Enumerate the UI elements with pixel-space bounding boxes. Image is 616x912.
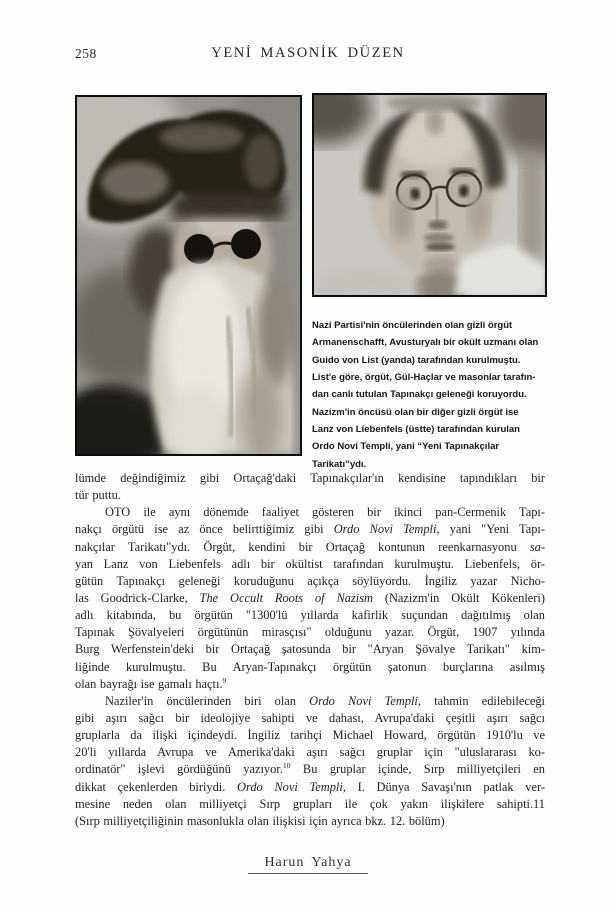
body-line: adlı kitabında, bu örgütün "1300'lü yıllarda kafirlik suçundan dağıtılmış olan bbox=[75, 608, 545, 623]
body-line: (Sırp milliyetçiliğinin masonlukla olan ilişkisi için ayrıca bkz. 12. bölüm) bbox=[75, 813, 445, 828]
caption-line: Nazi Partisi'nin öncülerinden olan gizli örgüt bbox=[312, 320, 513, 331]
body-line: mesine neden olan milliyetçi Sırp grupları ile çok yakın ilişkilere sahipti.11 bbox=[75, 796, 545, 811]
body-line: olan bayrağı ise gamalı haçtı.$^9$ bbox=[75, 675, 227, 691]
body-line: Burg Werfenstein'deki bir Ortaçağ şatosunda bir "Aryan Şövalye Tarikatı" kim- bbox=[75, 642, 545, 657]
body-line: Naziler'in öncülerinden biri olan Ordo Novi Templi, tahmin edilebileceği bbox=[105, 693, 545, 708]
photo-caption bbox=[312, 317, 562, 473]
body-line: nakçılar Tarikatı"ydı. Örgüt, kendini bir Ortaçağ kontunun reenkarnasyonu sa- bbox=[75, 539, 545, 554]
page-header-title: YENİ MASONİK DÜZEN bbox=[211, 45, 405, 61]
body-line: OTO ile aynı dönemde faaliyet gösteren bir ikinci pan-Cermenik Tapı- bbox=[105, 505, 545, 520]
guido-von-list-portrait-image bbox=[77, 97, 300, 454]
footer-author: Harun Yahya bbox=[248, 855, 367, 874]
caption-line: Ordo Novi Templi, yani “Yeni Tapınakçılar bbox=[312, 441, 500, 453]
body-line: liğinde kurulmuştu. Bu Aryan-Tapınakçı örgütün şatonun burçlarına asılmış bbox=[75, 659, 545, 674]
body-line: gruplarla da ilişki içindeydi. İngiliz tarihçi Michael Howard, örgütün 1910'lu ve bbox=[75, 728, 545, 743]
body-line: 20'li yıllarda Avrupa ve Amerika'daki aşırı sağcı gruplar için "uluslararası ko- bbox=[75, 745, 545, 760]
body-line: gütün Tapınakçı geleneği koruduğunu açıkça söylüyordu. İngiliz yazar Nicho- bbox=[75, 573, 545, 588]
body-line: dikkat çekenlerden biriydi. Ordo Novi Templi, I. Dünya Savaşı'nın patlak ver- bbox=[75, 779, 545, 794]
body-line: nakçı örgütü ise az önce belirttiğimiz gibi Ordo Novi Templi, yani "Yeni Tapı- bbox=[75, 522, 545, 537]
caption-line: Guido von List (yanda) tarafından kurulmuştu. bbox=[312, 354, 521, 366]
body-text bbox=[75, 470, 545, 830]
photo-lanz-von-liebenfels bbox=[312, 93, 547, 297]
body-line: gibi aşırı sağcı bir ideolojiye sahipti ve dahası, Avrupa'daki çeşitli aşırı sağcı bbox=[75, 710, 545, 725]
caption-line: Armanenschafft, Avusturyalı bir okült uzmanı olan bbox=[312, 337, 539, 349]
body-line: yan Lanz von Liebenfels adlı bir okültist tarafından kurulmuştu. Liebenfels, ör- bbox=[75, 556, 545, 571]
caption-line: List'e göre, örgüt, Gül-Haçlar ve masonlar tarafın- bbox=[312, 372, 536, 384]
page-number: 258 bbox=[75, 46, 97, 61]
caption-line: dan canlı tutulan Tapınakçı geleneği koruyordu. bbox=[312, 389, 527, 401]
photo-guido-von-list bbox=[75, 95, 302, 456]
page-footer bbox=[0, 853, 616, 874]
body-line: tür puttu. bbox=[75, 488, 121, 503]
caption-line: Lanz von Liebenfels (üstte) tarafından kurulan bbox=[312, 424, 520, 436]
lanz-von-liebenfels-portrait-image bbox=[314, 95, 545, 295]
body-line: las Goodrick-Clarke, The Occult Roots of Nazism (Nazizm'in Okült Kökenleri) bbox=[75, 590, 545, 605]
caption-line: Tarikatı”ydı. bbox=[312, 458, 367, 470]
body-line: lümde değindiğimiz gibi Ortaçağ'daki Tapınakçılar'ın kendisine tapındıkları bir bbox=[75, 471, 545, 485]
body-line: Tapınak Şövalyeleri örgütünün mirasçısı" olduğunu yazar. Örgüt, 1907 yılında bbox=[75, 625, 545, 640]
caption-line: Nazizm'in öncüsü olan bir diğer gizli örgüt ise bbox=[312, 406, 519, 418]
body-line: ordinatör" işlevi gördüğünü yazıyor.$^{10}$ Bu gruplar içinde, Sırp milliyetçileri en bbox=[75, 761, 545, 777]
